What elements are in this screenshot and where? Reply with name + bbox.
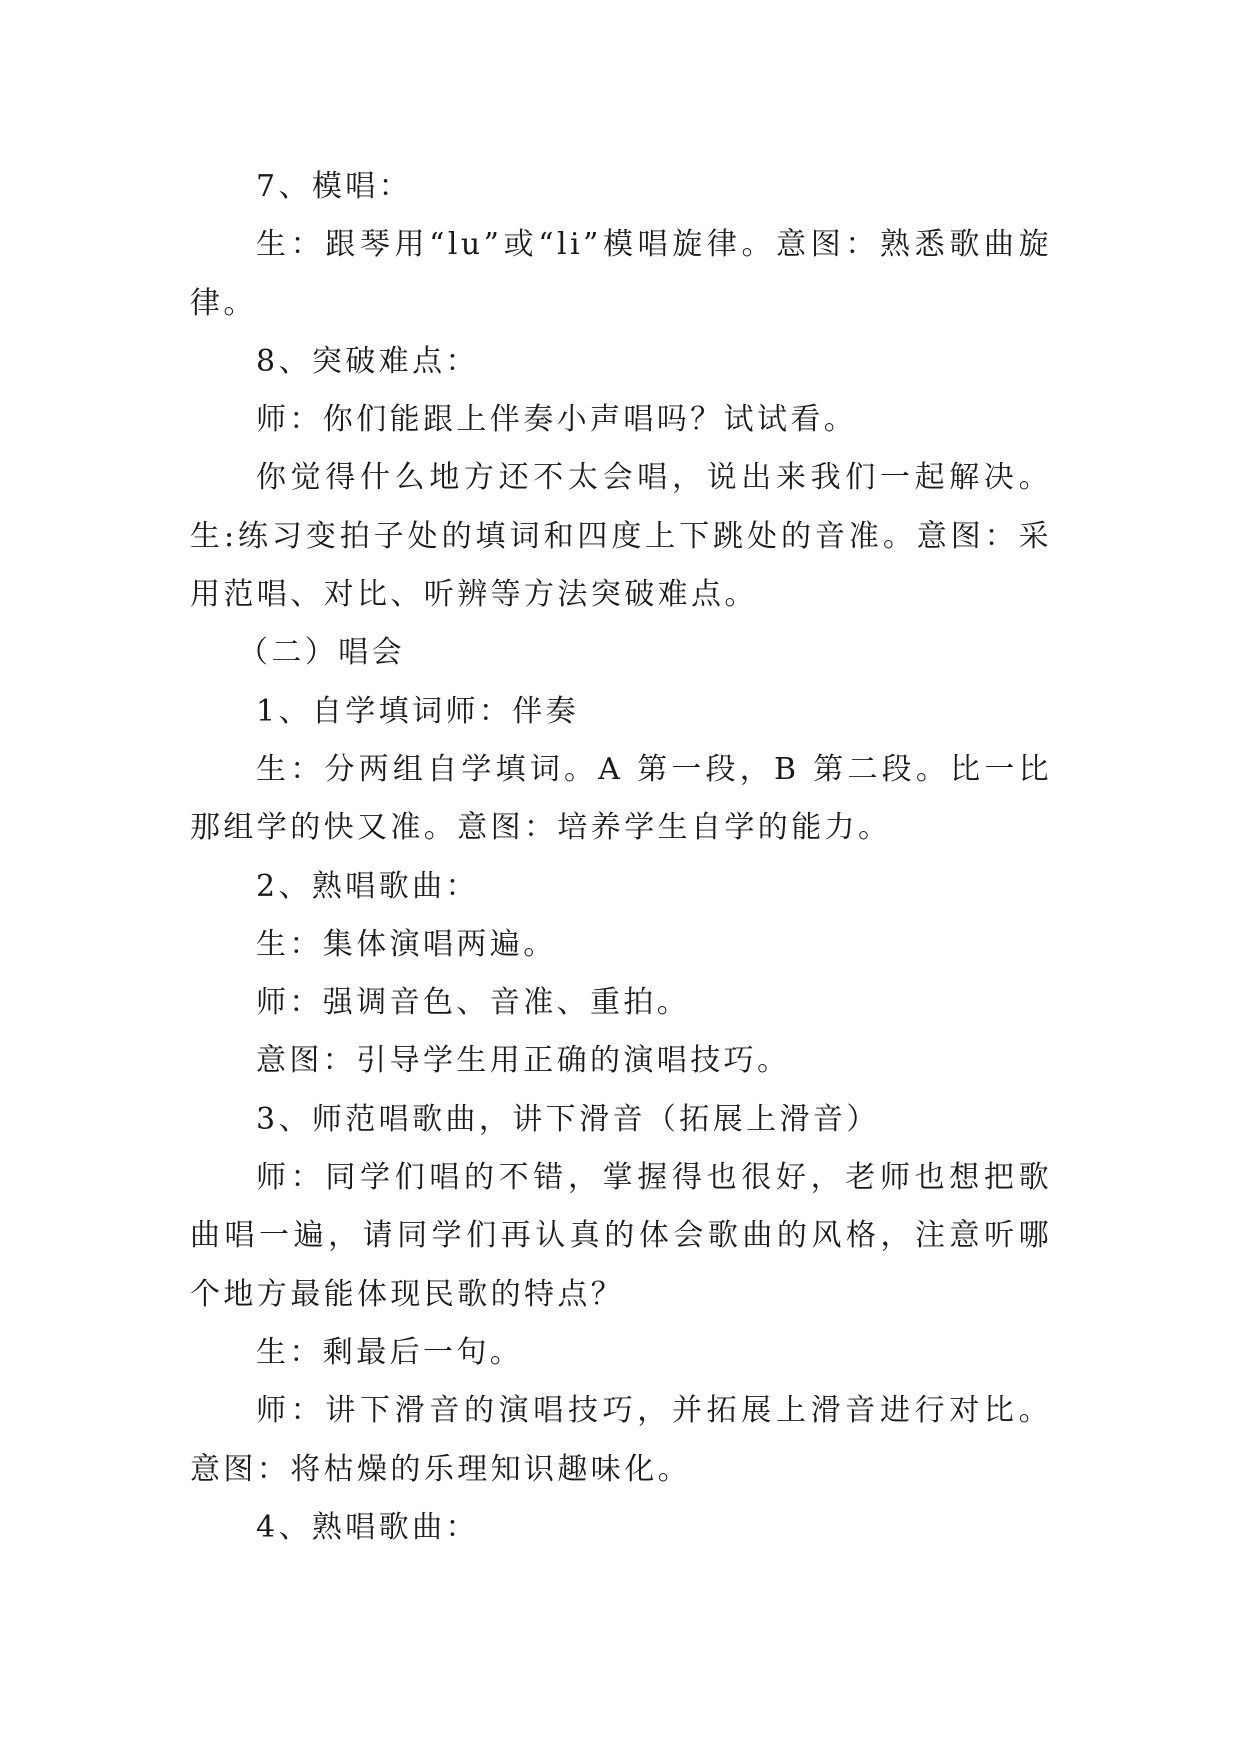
- step-2-heading: 2、熟唱歌曲：: [256, 868, 479, 904]
- step-7-heading: 7、模唱：: [256, 169, 413, 204]
- step-2-intent-text: 意图：引导学生用正确的演唱技巧。: [256, 1043, 791, 1079]
- step-2-student-text: 生：集体演唱两遍。: [256, 926, 557, 962]
- step-8-teacher-text: 师：你们能跟上伴奏小声唱吗？试试看。: [256, 402, 858, 438]
- step-2-teacher-text: 师：强调音色、音准、重拍。: [256, 985, 691, 1021]
- step-3-student-text: 生：剩最后一句。: [256, 1334, 524, 1370]
- step-1-heading: 1、自学填词师：伴奏: [256, 693, 580, 729]
- step-4-heading: 4、熟唱歌曲：: [256, 1509, 479, 1545]
- step-7-student-text: 生：跟琴用“lu”或“li”模唱旋律。意图：熟悉歌曲旋律。: [190, 227, 1052, 321]
- step-3-heading: 3、师范唱歌曲，讲下滑音（拓展上滑音）: [256, 1101, 880, 1137]
- step-3-teacher-text: 师：同学们唱的不错，掌握得也很好，老师也想把歌曲唱一遍，请同学们再认真的体会歌曲的风格，注意听哪个地方最能体现民歌的特点？: [190, 1160, 1052, 1312]
- section-2-heading: （二）唱会: [238, 635, 405, 671]
- document-page: [190, 158, 1052, 1557]
- step-3-teacher-explain-text: 师：讲下滑音的演唱技巧，并拓展上滑音进行对比。意图：将枯燥的乐理知识趣味化。: [190, 1393, 1052, 1487]
- step-1-student-text: 生：分两组自学填词。A 第一段，B 第二段。比一比那组学的快又准。意图：培养学生自学的能力。: [190, 751, 1052, 846]
- step-8-heading: 8、突破难点：: [256, 343, 479, 379]
- step-8-discussion-text: 你觉得什么地方还不太会唱，说出来我们一起解决。生:练习变拍子处的填词和四度上下跳处的音准。意图：采用范唱、对比、听辨等方法突破难点。: [190, 460, 1052, 613]
